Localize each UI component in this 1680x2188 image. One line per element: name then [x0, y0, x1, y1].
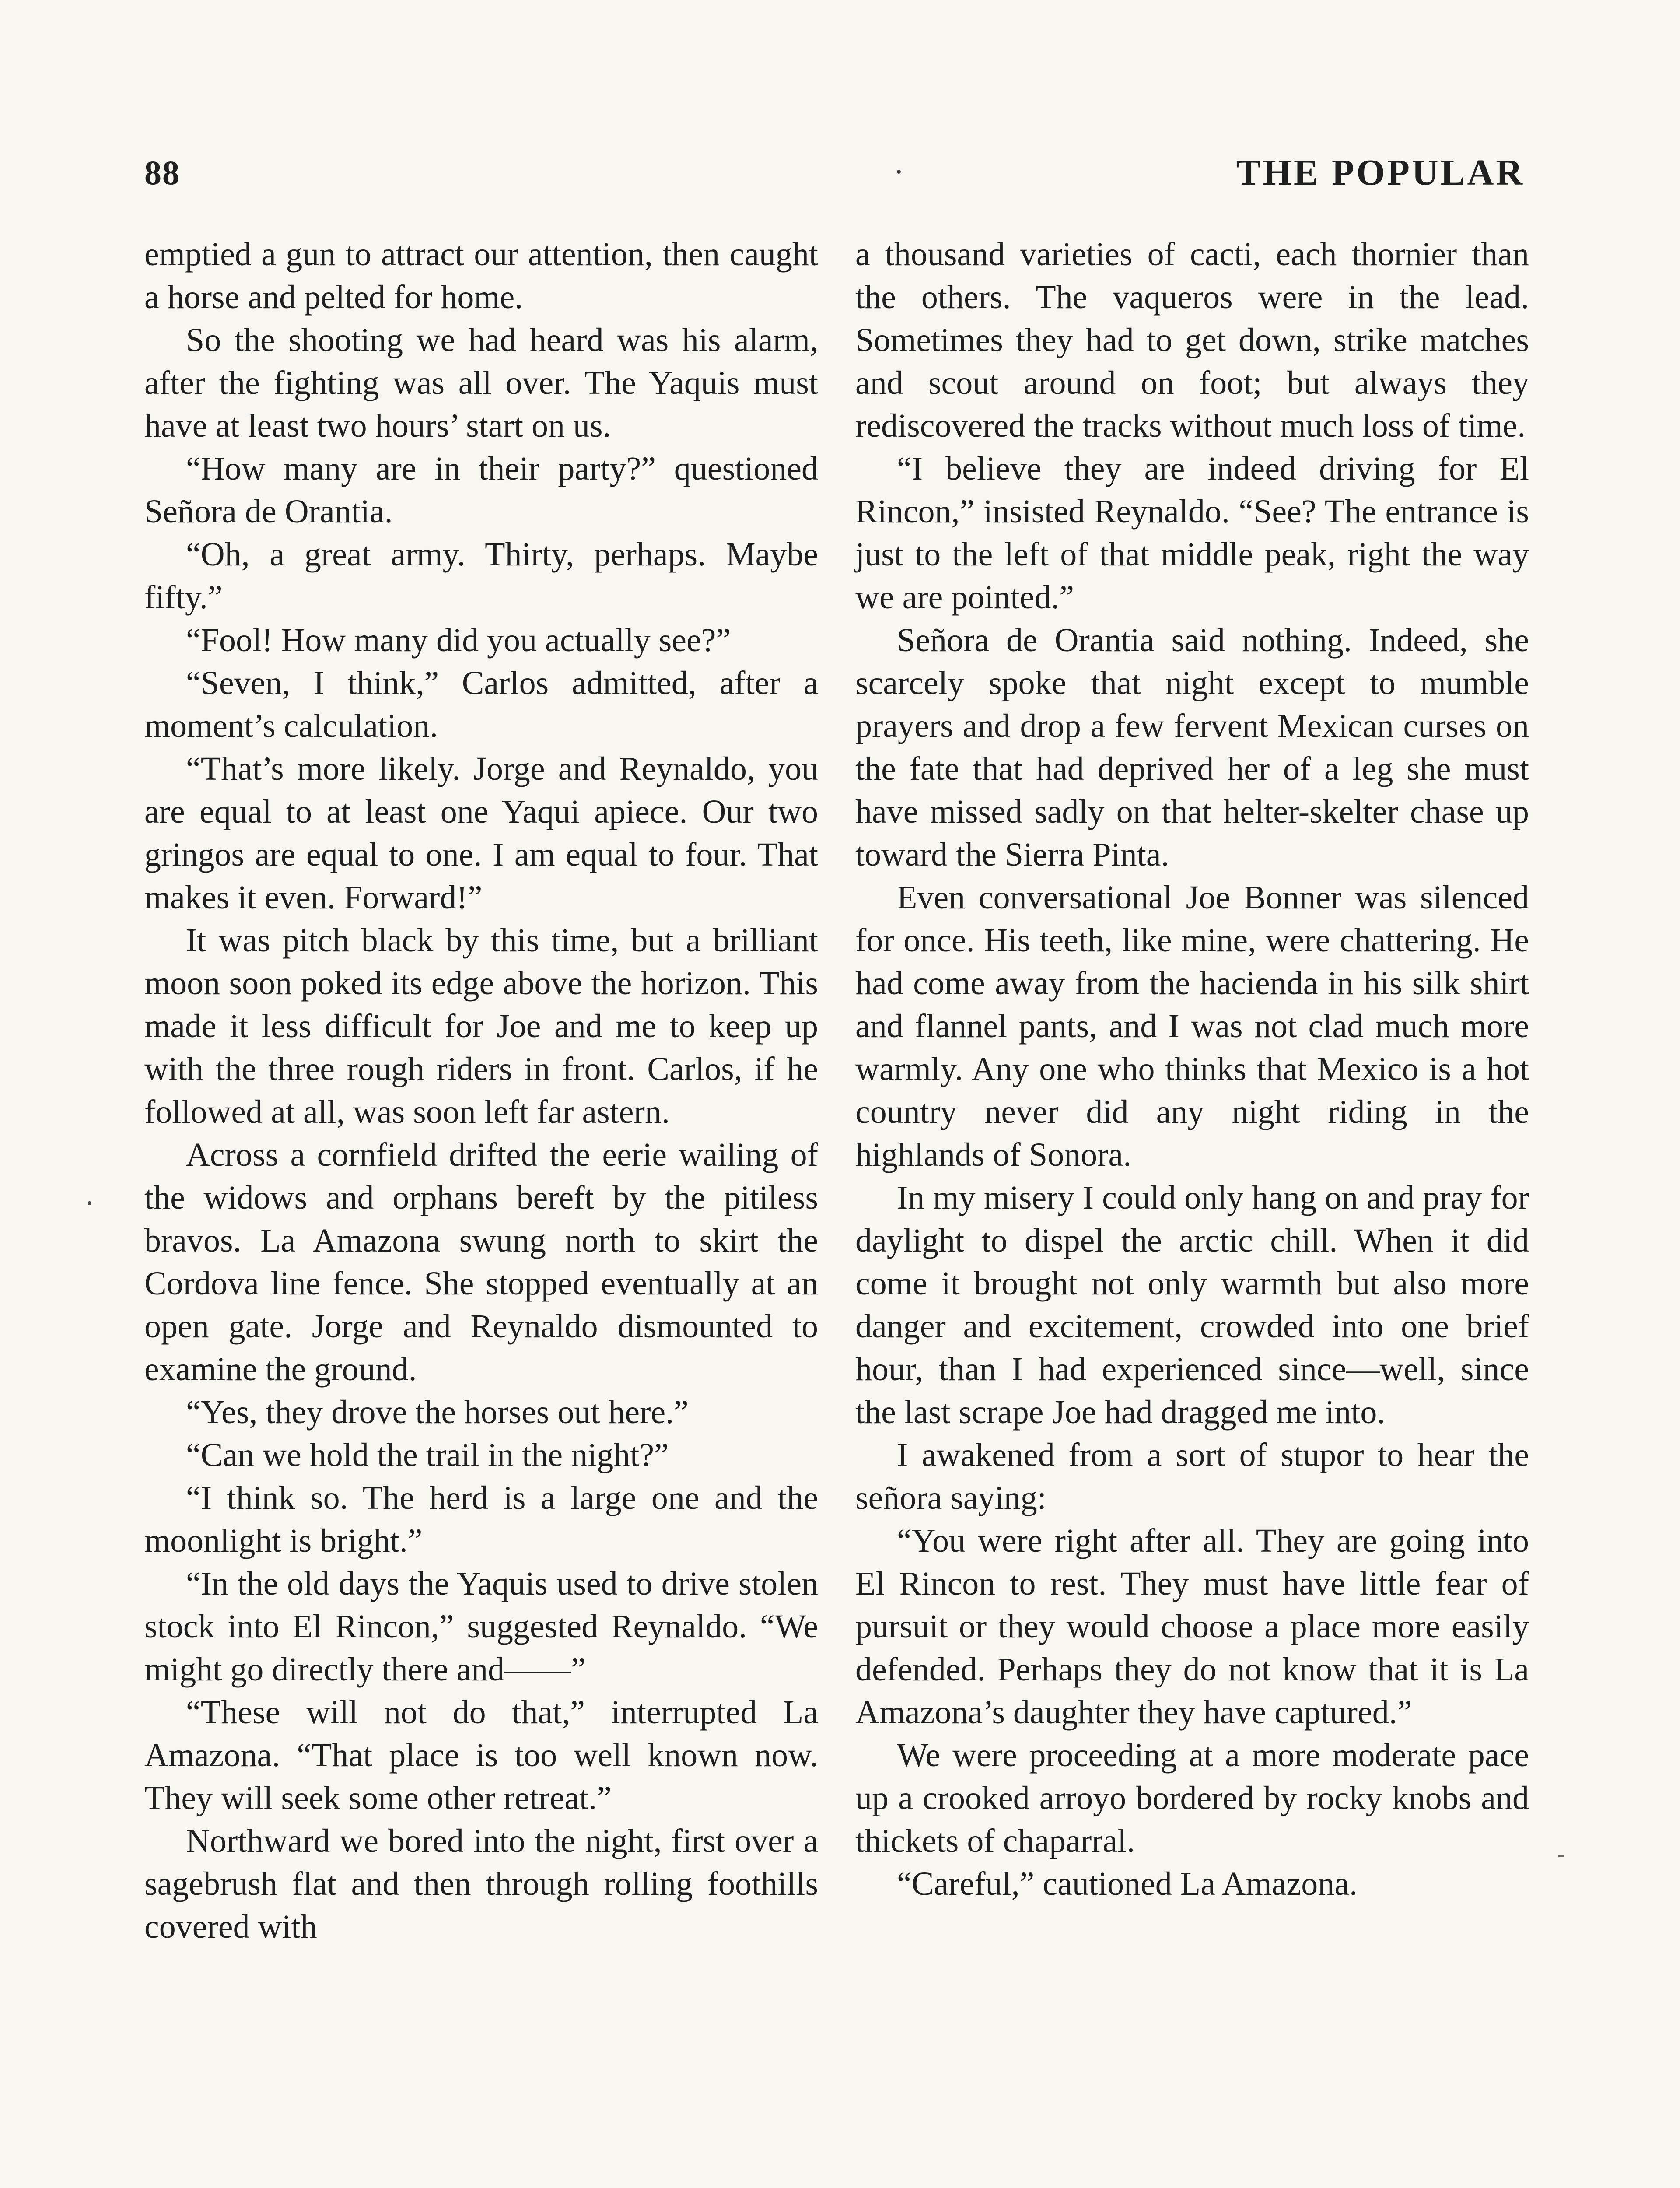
paragraph: It was pitch black by this time, but a brilliant moon soon poked its edge above the horizon. This made it less difficult for Joe and me to keep up with the three rough riders in front. Carlos, if he followed at all, was soon left far astern.	[144, 922, 818, 1130]
stray-ink-mark	[88, 1201, 91, 1205]
paragraph: emptied a gun to attract our attention, then caught a horse and pelted for home.	[144, 236, 818, 316]
paragraph: “Yes, they drove the horses out here.”	[186, 1394, 689, 1431]
page-header	[144, 149, 1525, 197]
paragraph: “How many are in their party?” questioned Señora de Orantia.	[144, 450, 818, 530]
paragraph: Across a cornfield drifted the eerie wailing of the widows and orphans bereft by the pitiless bravos. La Amazona swung north to skirt the Cordova line fence. She stopped eventually at an open gate. Jorge and Reynaldo dismounted to examine the ground.	[144, 1136, 818, 1388]
paragraph: “I believe they are indeed driving for El Rincon,” insisted Reynaldo. “See? The entrance is just to the left of that middle peak, right the way we are pointed.”	[855, 450, 1529, 616]
paragraph: I awakened from a sort of stupor to hear the señora saying:	[855, 1437, 1529, 1516]
paragraph: “In the old days the Yaquis used to drive stolen stock into El Rincon,” suggested Reynaldo. “We might go directly there and——”	[144, 1565, 818, 1688]
paragraph: “Oh, a great army. Thirty, perhaps. Maybe fifty.”	[144, 536, 818, 616]
paragraph: “Careful,” cautioned La Amazona.	[897, 1865, 1358, 1902]
page-number: 88	[144, 154, 180, 192]
running-title: THE POPULAR	[1236, 152, 1525, 193]
paragraph: In my misery I could only hang on and pray for daylight to dispel the arctic chill. When it did come it brought not only warmth but also more danger and excitement, crowded into one brief hour, than I had experienced since—well, since the last scrape Joe had dragged me into.	[855, 1179, 1529, 1431]
right-text-column	[855, 233, 1529, 1905]
stray-ink-mark	[1558, 1855, 1564, 1857]
paragraph: “I think so. The herd is a large one and the moonlight is bright.”	[144, 1480, 818, 1559]
paragraph: “That’s more likely. Jorge and Reynaldo, you are equal to at least one Yaqui apiece. Our two gringos are equal to one. I am equal to four. That makes it even. Forward!”	[144, 750, 818, 916]
paragraph: So the shooting we had heard was his alarm, after the fighting was all over. The Yaquis must have at least two hours’ start on us.	[144, 322, 818, 444]
paragraph: Even conversational Joe Bonner was silenced for once. His teeth, like mine, were chattering. He had come away from the hacienda in his silk shirt and flannel pants, and I was not clad much more warmly. Any one who thinks that Mexico is a hot country never did any night riding in the highlands of Sonora.	[855, 879, 1529, 1173]
paragraph: Señora de Orantia said nothing. Indeed, she scarcely spoke that night except to mumble prayers and drop a few fervent Mexican curses on the fate that had deprived her of a leg she must have missed sadly on that helter-skelter chase up toward the Sierra Pinta.	[855, 622, 1529, 873]
paragraph: “You were right after all. They are going into El Rincon to rest. They must have little fear of pursuit or they would choose a place more easily defended. Perhaps they do not know that it is La Amazona’s daughter they have captured.”	[855, 1522, 1529, 1731]
paragraph: “Fool! How many did you actually see?”	[186, 622, 731, 659]
paragraph: We were proceeding at a more moderate pace up a crooked arroyo bordered by rocky knobs and thickets of chaparral.	[855, 1737, 1529, 1859]
left-text-column	[144, 233, 818, 1948]
paragraph: a thousand varieties of cacti, each thornier than the others. The vaqueros were in the lead. Sometimes they had to get down, strike matches and scout around on foot; but always they rediscovered the tracks without much loss of time.	[855, 236, 1529, 444]
paragraph: “These will not do that,” interrupted La Amazona. “That place is too well known now. They will seek some other retreat.”	[144, 1694, 818, 1816]
paragraph: Northward we bored into the night, first over a sagebrush flat and then through rolling foothills covered with	[144, 1823, 818, 1945]
paragraph: “Seven, I think,” Carlos admitted, after a moment’s calculation.	[144, 665, 818, 744]
paragraph: “Can we hold the trail in the night?”	[186, 1437, 669, 1473]
header-dot-mark	[897, 170, 901, 174]
